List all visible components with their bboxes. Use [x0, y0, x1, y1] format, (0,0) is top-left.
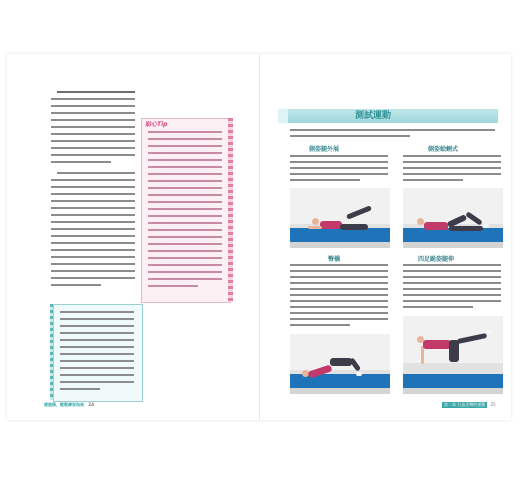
tip-box	[141, 118, 231, 303]
tip-header	[145, 111, 168, 128]
exercise-photo-side-leg-abduction	[290, 188, 390, 248]
right-footer	[442, 402, 496, 408]
left-footer-label: 瘦腿操，輕鬆練習指南	[44, 402, 84, 407]
left-page-number: 24	[88, 402, 94, 407]
section-title: 測試運動	[355, 111, 392, 121]
tip-stripe	[228, 118, 233, 301]
right-page-number: 25	[490, 402, 496, 407]
quote-box	[53, 304, 143, 402]
right-page	[260, 54, 511, 420]
section-header-band	[288, 109, 498, 123]
left-footer	[44, 402, 94, 408]
exercise-title: 側姿蛤蜊式	[428, 146, 459, 153]
exercise-photo-quadruped-leg-extension	[403, 316, 503, 394]
exercise-title: 側姿腿外展	[309, 146, 340, 153]
right-footer-label: 第二章 打造美臀的運動	[444, 402, 486, 407]
left-page	[7, 54, 259, 420]
exercise-photo-glute-bridge	[290, 334, 390, 394]
exercise-title: 四足跪姿腿伸	[418, 256, 455, 263]
book-spread	[7, 54, 511, 420]
exercise-title: 臀橋	[328, 256, 341, 263]
tip-title: 貼心Tip	[145, 121, 168, 128]
exercise-photo-clamshell	[403, 188, 503, 248]
